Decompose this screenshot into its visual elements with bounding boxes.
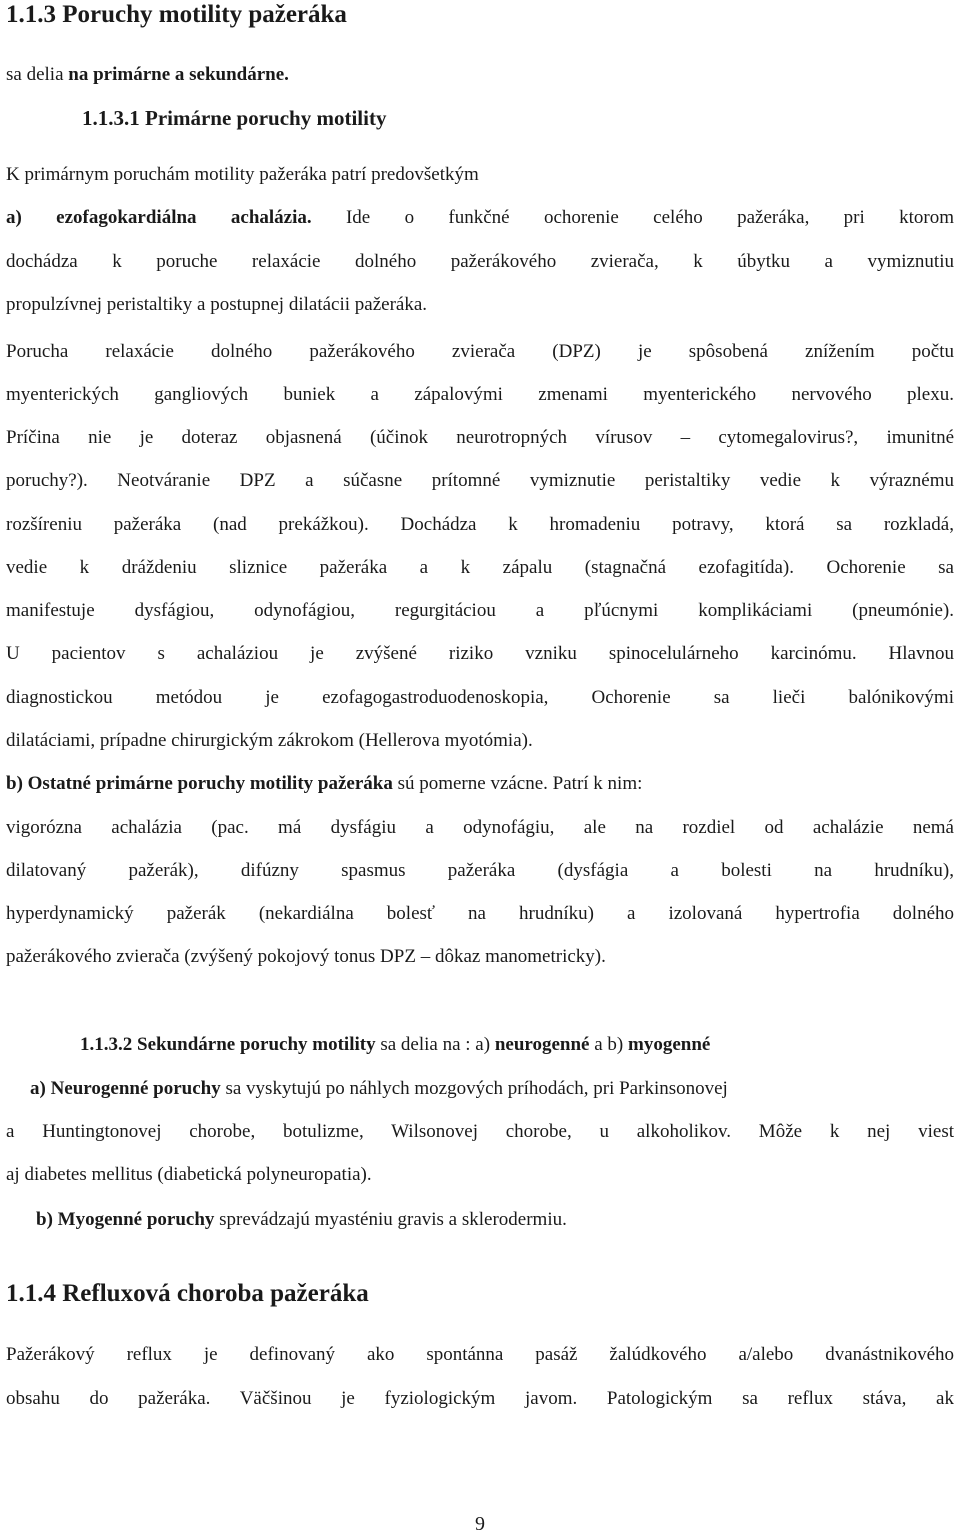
neurogenic-term: a) Neurogenné poruchy [30,1078,221,1099]
page-number: 9 [475,1513,485,1535]
text-line: a) Neurogenné poruchy sa vyskytujú po náhlych mozgových príhodách, pri Parkinsonovej [30,1078,728,1099]
text-line: Porucha relaxácie dolného pažerákového zvierača (DPZ) je spôsobená znížením počtu [6,341,954,362]
myogenic-term: b) Myogenné poruchy [36,1209,215,1230]
intro-bold: na primárne a sekundárne. [68,64,289,85]
text-line: hyperdynamický pažerák (nekardiálna bolesť na hrudníku) a izolovaná hypertrofia dolného [6,903,954,924]
achalasia-term: a) ezofagokardiálna achalázia. [6,207,312,228]
text-line: poruchy?). Neotváranie DPZ a súčasne prítomné vymiznutie peristaltiky vedie k výraznému [6,470,954,491]
text-line: aj diabetes mellitus (diabetická polyneuropatia). [6,1164,372,1185]
text-line: diagnostickou metódou je ezofagogastroduodenoskopia, Ochorenie sa lieči balónikovými [6,687,954,708]
text-line: dilatáciami, prípadne chirurgickým zákrokom (Hellerova myotómia). [6,730,533,751]
other-primary-term: b) Ostatné primárne poruchy motility pažeráka [6,773,393,794]
subsection-heading-1-1-3-1: 1.1.3.1 Primárne poruchy motility [82,106,387,130]
section-heading-1-1-4: 1.1.4 Refluxová choroba pažeráka [6,1280,369,1307]
text-line: b) Ostatné primárne poruchy motility pažeráka sú pomerne vzácne. Patrí k nim: [6,773,643,794]
text-line: propulzívnej peristaltiky a postupnej dilatácii pažeráka. [6,294,428,315]
text-line: Pažerákový reflux je definovaný ako spontánna pasáž žalúdkového a/alebo dvanástnikového [6,1344,954,1365]
text-line: vedie k dráždeniu sliznice pažeráka a k zápalu (stagnačná ezofagitída). Ochorenie sa [6,557,954,578]
text-line: rozšíreniu pažeráka (nad prekážkou). Dochádza k hromadeniu potravy, ktorá sa rozkladá, [6,514,954,535]
section-heading-1-1-3: 1.1.3 Poruchy motility pažeráka [6,1,347,28]
text-line: U pacientov s achaláziou je zvýšené riziko vzniku spinocelulárneho karcinómu. Hlavnou [6,643,954,664]
intro-line [6,62,954,88]
text-line: K primárnym poruchám motility pažeráka patrí predovšetkým [6,164,479,185]
subsection-heading-1-1-3-2: 1.1.3.2 Sekundárne poruchy motility sa delia na : a) neurogenné a b) myogenné [80,1034,711,1055]
text-line: vigorózna achalázia (pac. má dysfágiu a odynofágiu, ale na rozdiel od achalázie nemá [6,817,954,838]
text-line: dochádza k poruche relaxácie dolného pažerákového zvierača, k úbytku a vymiznutiu [6,251,954,272]
text-line: dilatovaný pažerák), difúzny spasmus pažeráka (dysfágia a bolesti na hrudníku), [6,860,954,881]
text-line: Príčina nie je doteraz objasnená (účinok neurotropných vírusov – cytomegalovirus?, imunitné [6,427,954,448]
text-line: obsahu do pažeráka. Väčšinou je fyziologickým javom. Patologickým sa reflux stáva, ak [6,1388,954,1409]
text-line: myenterických gangliových buniek a zápalovými zmenami myenterického nervového plexu. [6,384,954,405]
text-line: b) Myogenné poruchy sprevádzajú myasténiu gravis a sklerodermiu. [36,1209,567,1230]
text-line: manifestuje dysfágiou, odynofágiou, regurgitáciou a pľúcnymi komplikáciami (pneumónie). [6,600,954,621]
text-line: a) ezofagokardiálna achalázia. Ide o funkčné ochorenie celého pažeráka, pri ktorom [6,207,955,228]
intro-text: sa delia [6,64,69,85]
text-line: pažerákového zvierača (zvýšený pokojový tonus DPZ – dôkaz manometricky). [6,946,606,967]
text-line: a Huntingtonovej chorobe, botulizme, Wilsonovej chorobe, u alkoholikov. Môže k nej viest [6,1121,954,1142]
